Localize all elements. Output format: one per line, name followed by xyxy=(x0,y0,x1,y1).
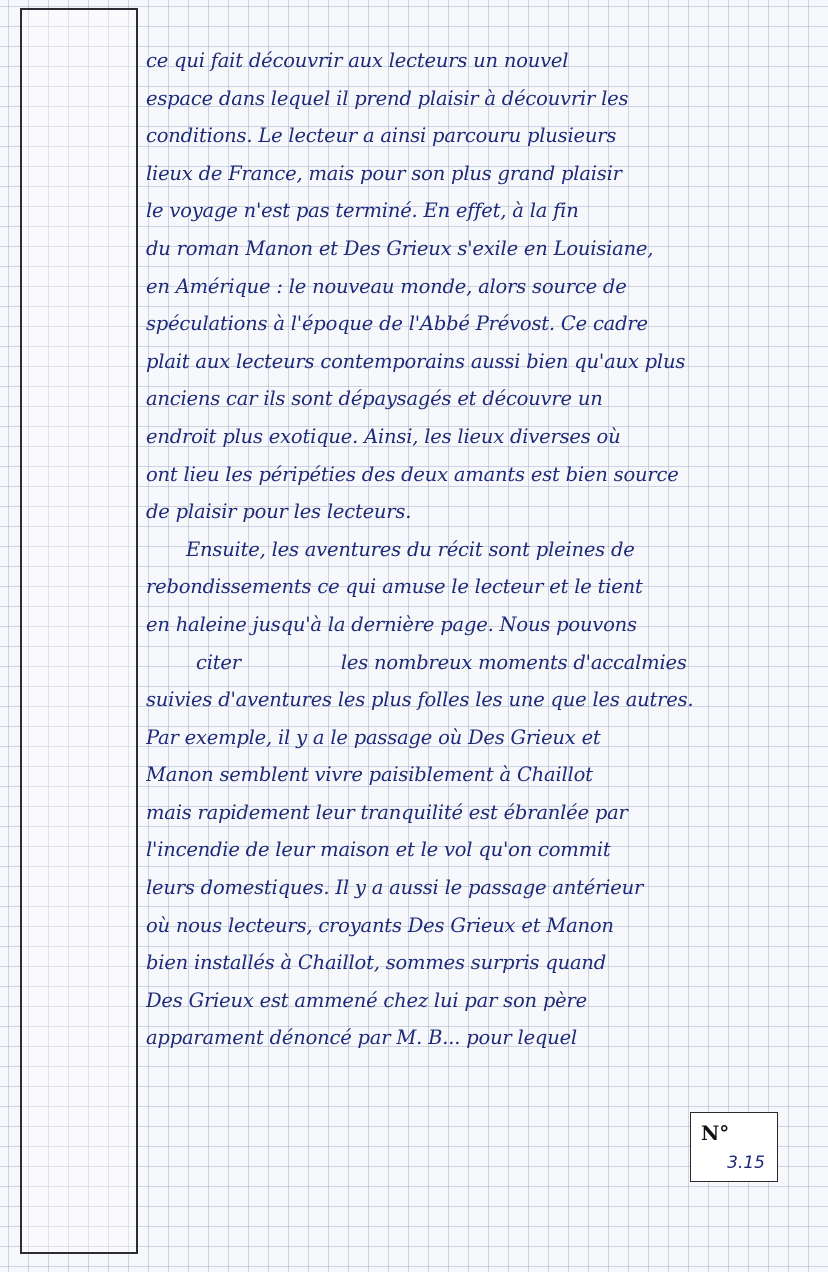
text-line: lieux de France, mais pour son plus grand plaisir xyxy=(146,161,622,185)
text-line: mais rapidement leur tranquilité est ébranlée par xyxy=(146,800,628,824)
text-line: plait aux lecteurs contemporains aussi bien qu'aux plus xyxy=(146,349,686,373)
text-line: conditions. Le lecteur a ainsi parcouru plusieurs xyxy=(146,124,617,148)
text-line: leurs domestiques. Il y a aussi le passage antérieur xyxy=(146,876,644,900)
page-number-value: 3.15 xyxy=(727,1153,765,1173)
text-line: Des Grieux est ammené chez lui par son père xyxy=(146,988,587,1012)
text-line: où nous lecteurs, croyants Des Grieux et Manon xyxy=(146,913,614,937)
text-line: Manon semblent vivre paisiblement à Chaillot xyxy=(146,763,593,787)
text-line: suivies d'aventures les plus folles les une que les autres. xyxy=(146,688,694,712)
text-line: en haleine jusqu'à la dernière page. Nous pouvons xyxy=(146,612,637,636)
text-line: espace dans lequel il prend plaisir à découvrir les xyxy=(146,86,629,110)
text-line: l'incendie de leur maison et le vol qu'on commit xyxy=(146,838,611,862)
number-label: N° xyxy=(701,1121,730,1145)
text-line: du roman Manon et Des Grieux s'exile en Louisiane, xyxy=(146,236,654,260)
text-line: ont lieu les péripéties des deux amants est bien source xyxy=(146,462,679,486)
text-line: le voyage n'est pas terminé. En effet, à la fin xyxy=(146,199,579,223)
handwritten-text-body xyxy=(146,42,816,1057)
text-line: en Amérique : le nouveau monde, alors source de xyxy=(146,274,627,298)
text-line: de plaisir pour les lecteurs. xyxy=(146,500,412,524)
text-line: anciens car ils sont dépaysagés et découvre un xyxy=(146,387,603,411)
page-number-box xyxy=(690,1112,778,1182)
left-margin-column xyxy=(20,8,138,1254)
text-line: bien installés à Chaillot, sommes surpris quand xyxy=(146,951,607,975)
text-line: ce qui fait découvrir aux lecteurs un nouvel xyxy=(146,49,569,72)
text-line-with-gap xyxy=(146,644,816,682)
text-line: spéculations à l'époque de l'Abbé Prévost. Ce cadre xyxy=(146,312,648,336)
text-line: endroit plus exotique. Ainsi, les lieux diverses où xyxy=(146,424,621,448)
text-line: Par exemple, il y a le passage où Des Grieux et xyxy=(146,725,601,749)
paragraph-start-line: Ensuite, les aventures du récit sont pleines de xyxy=(186,537,635,561)
text-line: apparament dénoncé par M. B... pour lequel xyxy=(146,1026,577,1050)
text-fragment: les nombreux moments d'accalmies xyxy=(340,650,687,674)
text-line: rebondissements ce qui amuse le lecteur et le tient xyxy=(146,575,643,599)
text-fragment: citer xyxy=(196,650,241,674)
